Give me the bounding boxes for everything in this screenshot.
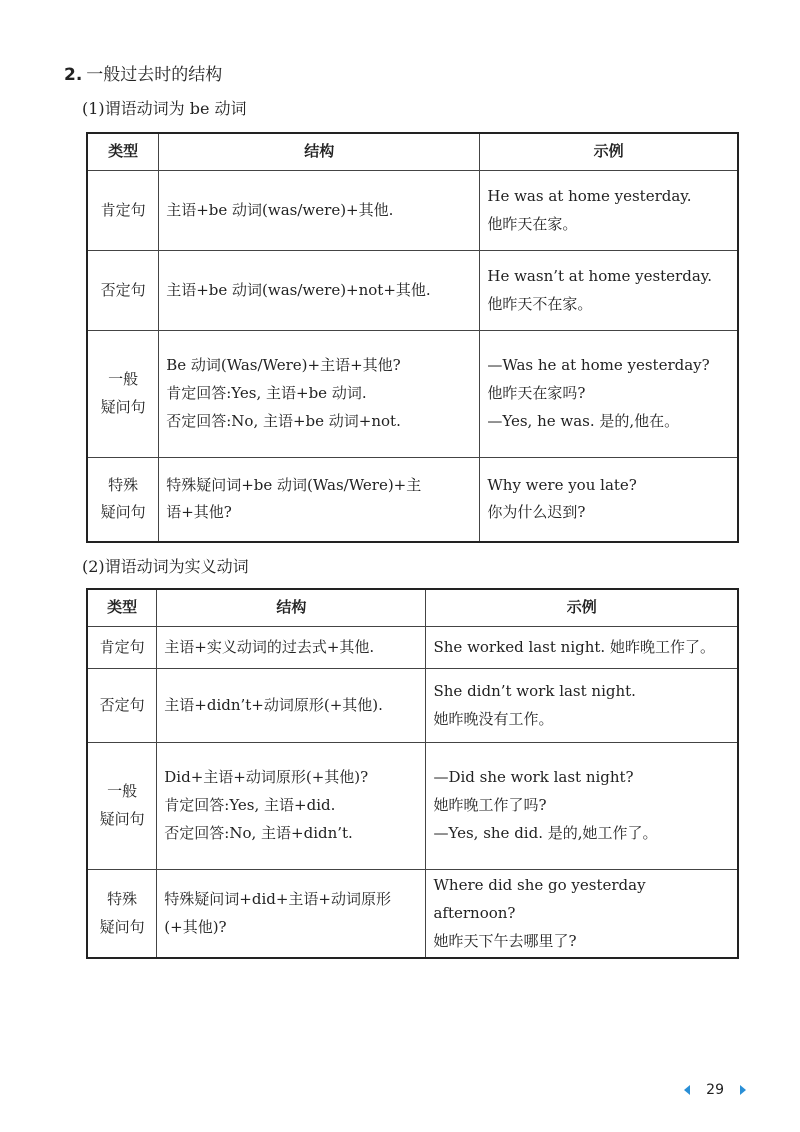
type-cell xyxy=(87,171,159,251)
table-header-row xyxy=(87,589,738,627)
cell-line: Be 动词(Was/Were)+主语+其他? xyxy=(166,356,401,375)
cell-line: 他昨天不在家。 xyxy=(487,294,593,313)
example-cell xyxy=(480,171,738,251)
header-example: 示例 xyxy=(426,589,738,627)
cell-line: 否定回答:No, 主语+be 动词+not. xyxy=(166,411,401,430)
part2-subtitle: (2)谓语动词为实义动词 xyxy=(82,557,249,576)
cell-line: 他昨天在家吗? xyxy=(487,384,586,403)
cell-line: 疑问句 xyxy=(100,398,146,416)
cell-line: 疑问句 xyxy=(99,917,145,936)
cell-line: 一般 xyxy=(108,370,139,389)
cell-line: 否定回答:No, 主语+didn’t. xyxy=(164,823,353,842)
section-title xyxy=(64,60,222,85)
cell-line: 主语+be 动词(was/were)+其他. xyxy=(166,200,394,219)
header-structure: 结构 xyxy=(157,589,426,627)
structure-cell xyxy=(159,331,480,458)
example-cell xyxy=(480,251,738,331)
cell-line: 肯定回答:Yes, 主语+did. xyxy=(164,796,336,815)
table-row xyxy=(87,669,738,743)
type-cell xyxy=(87,627,157,669)
cell-line: 否定句 xyxy=(99,695,145,714)
cell-line: 她昨晚工作了吗? xyxy=(433,796,547,815)
cell-line: Where did she go yesterday afternoon? xyxy=(433,876,646,922)
triangle-right-icon xyxy=(740,1085,746,1095)
table-row xyxy=(87,743,738,870)
cell-line: —Did she work last night? xyxy=(433,768,634,787)
example-cell xyxy=(426,627,738,669)
cell-line: 他昨天在家。 xyxy=(487,214,578,233)
table-row xyxy=(87,870,738,959)
page-footer xyxy=(684,1082,746,1098)
structure-cell xyxy=(157,870,426,959)
type-cell xyxy=(87,669,157,743)
cell-line: 你为什么迟到? xyxy=(487,503,586,522)
structure-cell xyxy=(157,669,426,743)
cell-line: 特殊 xyxy=(107,889,138,908)
example-cell xyxy=(426,669,738,743)
table-row xyxy=(87,331,738,458)
cell-line: 肯定句 xyxy=(100,200,146,219)
structure-cell xyxy=(159,171,480,251)
header-type: 类型 xyxy=(87,589,157,627)
table-row xyxy=(87,458,738,542)
cell-line: 主语+be 动词(was/were)+not+其他. xyxy=(166,280,431,299)
cell-line: 语+其他? xyxy=(166,503,232,522)
type-cell xyxy=(87,743,157,870)
section-number: 2. xyxy=(64,65,83,85)
cell-line: 肯定句 xyxy=(99,637,145,656)
table-row xyxy=(87,251,738,331)
header-example: 示例 xyxy=(480,133,738,171)
section-title-text: 一般过去时的结构 xyxy=(86,65,223,85)
cell-line: 一般 xyxy=(107,782,138,801)
cell-line: She worked last night. 她昨晚工作了。 xyxy=(433,637,715,656)
table-header-row xyxy=(87,133,738,171)
triangle-left-icon xyxy=(684,1085,690,1095)
cell-line: 特殊疑问词+be 动词(Was/Were)+主 xyxy=(166,475,422,494)
cell-line: 疑问句 xyxy=(100,503,146,522)
be-verb-table xyxy=(86,132,739,543)
cell-line: 否定句 xyxy=(100,280,146,299)
example-cell xyxy=(480,458,738,542)
action-verb-table xyxy=(86,588,739,959)
example-cell xyxy=(426,743,738,870)
cell-line: 主语+didn’t+动词原形(+其他). xyxy=(164,695,383,714)
table-row xyxy=(87,171,738,251)
cell-line: He wasn’t at home yesterday. xyxy=(487,266,713,285)
example-cell xyxy=(480,331,738,458)
cell-line: 疑问句 xyxy=(99,810,145,828)
cell-line: 特殊疑问词+did+主语+动词原形 xyxy=(164,889,391,908)
structure-cell xyxy=(159,458,480,542)
cell-line: Did+主语+动词原形(+其他)? xyxy=(164,768,369,787)
page-number: 29 xyxy=(706,1082,724,1098)
header-type: 类型 xyxy=(87,133,159,171)
structure-cell xyxy=(157,743,426,870)
example-cell xyxy=(426,870,738,959)
cell-line: 特殊 xyxy=(108,475,139,494)
structure-cell xyxy=(157,627,426,669)
cell-line: 主语+实义动词的过去式+其他. xyxy=(164,637,375,656)
structure-cell xyxy=(159,251,480,331)
part1-subtitle: (1)谓语动词为 be 动词 xyxy=(82,99,247,118)
type-cell xyxy=(87,870,157,959)
cell-line: —Was he at home yesterday? xyxy=(487,356,710,375)
type-cell xyxy=(87,331,159,458)
cell-line: Why were you late? xyxy=(487,475,637,494)
cell-line: —Yes, she did. 是的,她工作了。 xyxy=(433,823,658,842)
cell-line: (+其他)? xyxy=(164,917,227,936)
cell-line: He was at home yesterday. xyxy=(487,186,692,205)
type-cell xyxy=(87,458,159,542)
table-row xyxy=(87,627,738,669)
cell-line: 她昨晚没有工作。 xyxy=(433,709,554,728)
type-cell xyxy=(87,251,159,331)
cell-line: 肯定回答:Yes, 主语+be 动词. xyxy=(166,384,367,403)
cell-line: —Yes, he was. 是的,他在。 xyxy=(487,411,680,430)
header-structure: 结构 xyxy=(159,133,480,171)
cell-line: She didn’t work last night. xyxy=(433,681,636,700)
cell-line: 她昨天下午去哪里了? xyxy=(433,931,577,950)
